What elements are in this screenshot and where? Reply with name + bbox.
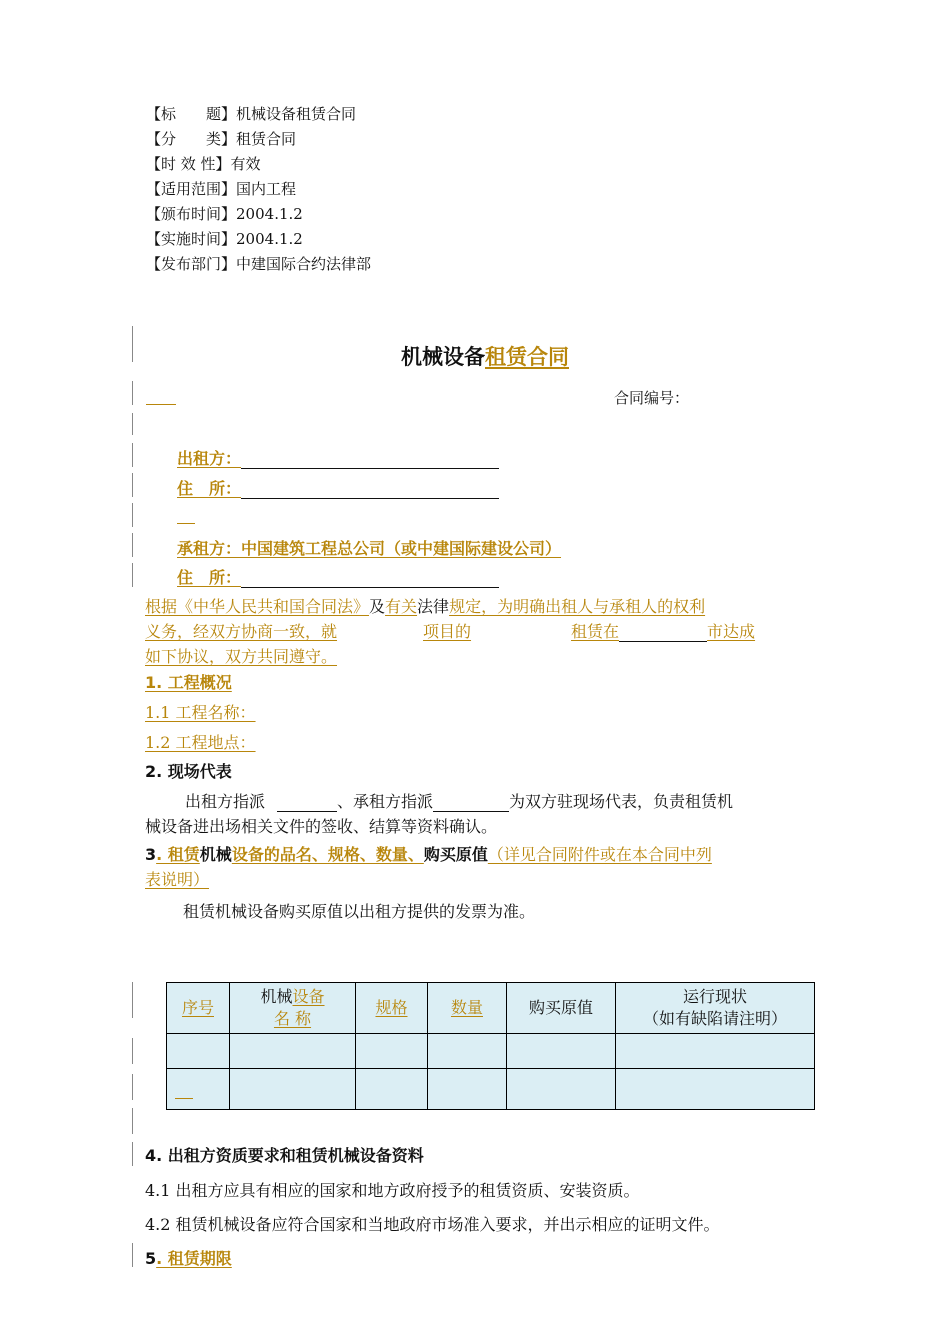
- table-row: [167, 1069, 815, 1110]
- section-4-item-1: 4.1 出租方应具有相应的国家和地方政府授予的租赁资质、安装资质。: [145, 1181, 640, 1200]
- table-cell[interactable]: [428, 1034, 507, 1069]
- section-4-title: 4. 出租方资质要求和租赁机械设备资料: [145, 1146, 424, 1165]
- table-cell[interactable]: [167, 1034, 230, 1069]
- lessor-rep-blank[interactable]: [277, 793, 337, 812]
- header-cell: 数量: [428, 983, 507, 1034]
- table-cell[interactable]: [428, 1069, 507, 1110]
- contract-title: 机械设备租赁合同: [401, 345, 569, 369]
- table-cell[interactable]: [356, 1034, 428, 1069]
- lessee-line: 承租方：中国建筑工程总公司（或中建国际建设公司）: [177, 539, 562, 558]
- revision-bar: [132, 443, 133, 467]
- meta-line: 【颁布时间】2004.1.2: [146, 205, 303, 223]
- section-2-para-line-2: 械设备进出场相关文件的签收、结算等资料确认。: [145, 817, 498, 836]
- meta-line: 【标 题】机械设备租赁合同: [146, 105, 357, 123]
- section-2-title: 2. 现场代表: [145, 762, 232, 781]
- revision-bar: [132, 503, 133, 527]
- header-cell: 序号: [167, 983, 230, 1034]
- section-4-item-2: 4.2 租赁机械设备应符合国家和当地政府市场准入要求，并出示相应的证明文件。: [145, 1215, 720, 1234]
- table-cell[interactable]: [616, 1034, 815, 1069]
- section-1-title: 1. 工程概况: [145, 673, 232, 692]
- table-row: [167, 1034, 815, 1069]
- lessee-rep-blank[interactable]: [433, 793, 509, 812]
- table-header-row: [167, 983, 815, 1034]
- header-cell: 购买原值: [507, 983, 616, 1034]
- lessee-address-blank[interactable]: [241, 569, 499, 588]
- revision-bar: [132, 413, 133, 435]
- preamble-line-2: 义务，经双方协商一致，就 项目的 租赁在 市达成: [145, 622, 756, 641]
- meta-line: 【分 类】租赁合同: [146, 130, 297, 148]
- lessor-blank[interactable]: [241, 450, 499, 469]
- header-cell: 运行现状 （如有缺陷请注明）: [616, 983, 815, 1034]
- revision-bar: [132, 1038, 133, 1064]
- revision-bar: [132, 1243, 133, 1267]
- table-cell[interactable]: [616, 1069, 815, 1110]
- revision-bar: [132, 381, 133, 405]
- preamble-line-3: 如下协议，双方共同遵守。: [145, 647, 338, 666]
- equipment-table: [166, 982, 815, 1110]
- table-cell[interactable]: [507, 1069, 616, 1110]
- revision-bar: [132, 982, 133, 1018]
- section-3-title-line-2: 表说明）: [145, 870, 210, 889]
- lessor-address-line: 住 所：: [177, 476, 499, 499]
- meta-line: 【实施时间】2004.1.2: [146, 230, 303, 248]
- city-blank[interactable]: [619, 623, 707, 642]
- revision-bar: [132, 533, 133, 557]
- section-5-title: 5. 租赁期限: [145, 1249, 232, 1268]
- revision-bar: [132, 1142, 133, 1166]
- table-cell[interactable]: [230, 1034, 356, 1069]
- lessor-address-blank[interactable]: [241, 480, 499, 499]
- insert-mark: [177, 523, 195, 524]
- insert-mark: [146, 404, 176, 405]
- header-cell: 规格: [356, 983, 428, 1034]
- meta-line: 【适用范围】国内工程: [146, 180, 297, 198]
- section-2-para-line-1: 出租方指派 、承租方指派 为双方驻现场代表，负责租赁机: [185, 792, 734, 811]
- insert-mark: [175, 1098, 193, 1099]
- meta-line: 【发布部门】中建国际合约法律部: [146, 255, 372, 273]
- section-1-item-2: 1.2 工程地点：: [145, 733, 256, 752]
- section-1-item-1: 1.1 工程名称：: [145, 703, 256, 722]
- lessor-line: 出租方：: [177, 446, 499, 469]
- lessee-address-line: 住 所：: [177, 565, 499, 588]
- header-cell: 机械设备 名 称: [230, 983, 356, 1034]
- table-cell[interactable]: [230, 1069, 356, 1110]
- table-cell[interactable]: [167, 1069, 230, 1110]
- contract-number-label: 合同编号：: [614, 389, 690, 407]
- table-cell[interactable]: [356, 1069, 428, 1110]
- revision-bar: [132, 473, 133, 497]
- table-cell[interactable]: [507, 1034, 616, 1069]
- meta-line: 【时 效 性】有效: [146, 155, 261, 173]
- section-3-para: 租赁机械设备购买原值以出租方提供的发票为准。: [183, 902, 536, 921]
- preamble-line-1: 根据《中华人民共和国合同法》及有关法律规定，为明确出租人与承租人的权利: [145, 597, 706, 616]
- revision-bar: [132, 1074, 133, 1100]
- revision-bar: [132, 563, 133, 587]
- section-3-title-line-1: 3. 租赁机械设备的品名、规格、数量、购买原值（详见合同附件或在本合同中列: [145, 845, 712, 864]
- revision-bar: [132, 1108, 133, 1134]
